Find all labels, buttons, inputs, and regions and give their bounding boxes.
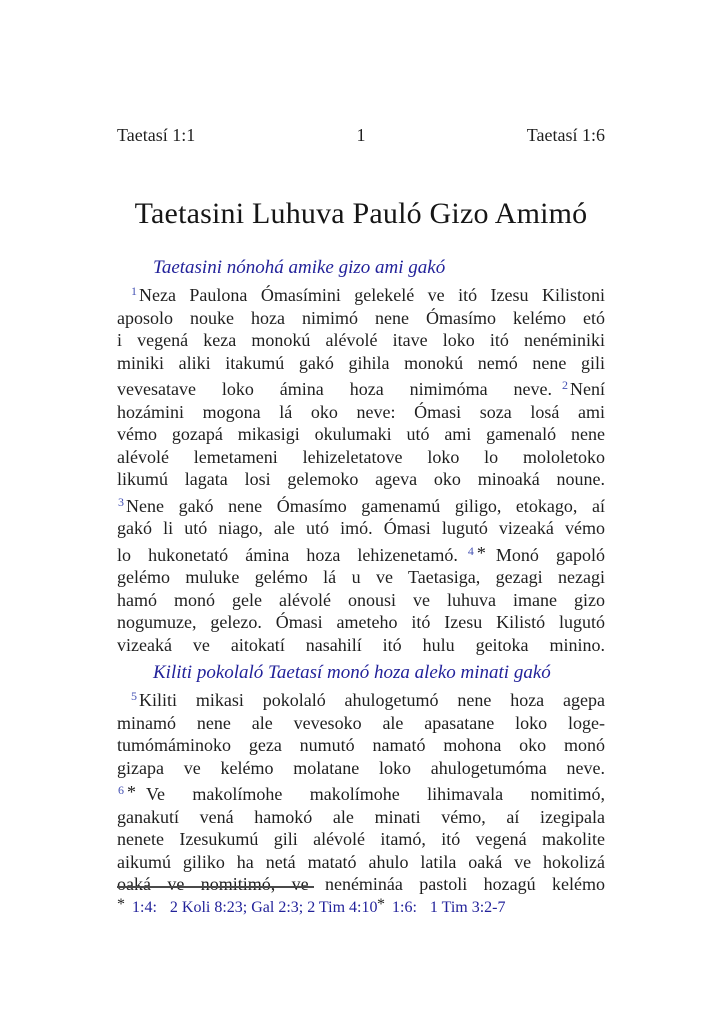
text-run: oaká ve nomitimó, ve nenémináa pastoli hozagú kelémo — [117, 874, 605, 894]
text-line — [117, 401, 605, 424]
text-run: vizeaká ve aitokatí nasahilí itó hulu geitoka minino. — [117, 634, 605, 655]
text-line — [117, 828, 605, 851]
text-line — [117, 446, 605, 469]
text-line — [117, 779, 605, 806]
text-line — [117, 873, 605, 896]
text-line — [117, 685, 605, 712]
section — [117, 661, 605, 896]
footnote-text: 1 Tim 3:2-7 — [429, 899, 506, 916]
text-run: gizapa ve kelémo molatane loko ahulogetumóma neve. — [117, 757, 605, 778]
text-run: Není — [570, 379, 605, 399]
scripture-body — [117, 256, 605, 896]
page-number: 1 — [356, 125, 366, 145]
text-line — [117, 540, 605, 567]
text-line — [117, 757, 605, 780]
text-run: hamó monó gele alévolé onousi ve luhuva imane gizo — [117, 589, 605, 610]
text-line — [117, 712, 605, 735]
text-run: tumómáminoko geza numutó namató mohona oko monó — [117, 735, 605, 755]
verse-number: 2 — [562, 378, 568, 392]
header-right-reference: Taetasí 1:6 — [526, 125, 606, 145]
paragraph — [117, 685, 605, 896]
text-run: Ve makolímohe makolímohe lihimavala nomitimó, — [137, 784, 605, 804]
text-run: Kiliti mikasi pokolaló ahulogetumó nene hoza agepa — [139, 690, 605, 710]
verse-number: 4 — [467, 543, 474, 558]
verse-number: 6 — [118, 783, 124, 797]
footnote-reference: 1:4: — [132, 899, 157, 916]
text-run: vémo gozapá mikasigi okulumaki utó ami gamenaló nene — [117, 424, 605, 444]
text-line — [117, 468, 605, 491]
text-run: Nene gakó nene Ómasímo gamenamú giligo, etokago, aí — [126, 495, 605, 516]
section-heading: Kiliti pokolaló Taetasí monó hoza aleko minati gakó — [153, 662, 551, 683]
text-line — [117, 806, 605, 829]
text-line — [117, 566, 605, 589]
text-run: miniki aliki itakumú gakó gihila monokú nemó nene gili — [117, 352, 605, 373]
section — [117, 256, 605, 656]
verse-number: 3 — [118, 494, 124, 509]
text-run: likumú lagata losi gelemoko ageva oko minoaká noune. — [117, 469, 605, 489]
text-line — [117, 307, 605, 330]
text-run: ganakutí vená hamokó ale minati vémo, aí izegipala — [117, 806, 605, 827]
text-run: Monó gapoló — [486, 544, 606, 565]
footnote-entry — [117, 895, 377, 918]
footnote-separator-rule — [117, 886, 314, 888]
footnote-entry — [377, 895, 505, 918]
text-run: alévolé lemetameni lehizeletatove loko lo mololetoko — [117, 446, 605, 467]
text-run: gelémo muluke gelémo lá u ve Taetasiga, gezagi nezagi — [117, 567, 605, 587]
footnote-marker: * — [377, 896, 385, 913]
text-line — [117, 491, 605, 518]
footnotes — [117, 895, 622, 921]
paragraph — [117, 280, 605, 656]
text-run: gakó li utó niago, ale utó imó. Ómasi lugutó vizeaká vémo — [117, 518, 605, 538]
verse-number: 1 — [131, 284, 137, 298]
footnote-text: 2 Koli 8:23; Gal 2:3; 2 Tim 4:10 — [169, 899, 378, 916]
text-run: aikumú giliko ha netá matató ahulo latila oaká ve hokolizá — [117, 851, 605, 872]
text-run: minamó nene ale vevesoko ale apasatane loko loge- — [117, 712, 605, 733]
footnote-callout-star: * — [476, 542, 486, 563]
text-line — [117, 634, 605, 657]
verse-number: 5 — [131, 689, 137, 703]
text-line — [117, 611, 605, 634]
text-line — [117, 851, 605, 874]
text-run: lo hukonetató ámina hoza lehizenetamó. — [117, 544, 467, 565]
text-run: nenete Izesukumú gili alévolé itamó, itó vegená makolite — [117, 829, 605, 849]
text-line — [117, 589, 605, 612]
text-line — [117, 734, 605, 757]
footnote-marker: * — [117, 896, 125, 913]
running-header — [117, 124, 605, 146]
text-line — [117, 280, 605, 307]
text-run: i vegená keza monokú alévolé itave loko itó nenéminiki — [117, 330, 605, 350]
text-line — [117, 517, 605, 540]
text-run: aposolo nouke hoza nimimó nene Ómasímo kelémo etó — [117, 307, 605, 328]
header-left-reference: Taetasí 1:1 — [117, 125, 196, 145]
section-heading: Taetasini nónohá amike gizo ami gakó — [153, 257, 446, 278]
text-line — [117, 423, 605, 446]
text-run: vevesatave loko ámina hoza nimimóma neve. — [117, 379, 561, 399]
text-line — [117, 329, 605, 352]
text-run: nogumuze, gelezo. Ómasi ameteho itó Izesu Kilistó lugutó — [117, 612, 605, 632]
text-run: Neza Paulona Ómasímini gelekelé ve itó Izesu Kilistoni — [139, 285, 605, 305]
text-line — [117, 374, 605, 401]
footnote-reference: 1:6: — [392, 899, 417, 916]
text-line — [117, 352, 605, 375]
text-run: hozámini mogona lá oko neve: Ómasi soza losá ami — [117, 401, 605, 422]
footnote-callout-star: * — [127, 782, 136, 802]
book-title: Taetasini Luhuva Pauló Gizo Amimó — [134, 197, 588, 230]
